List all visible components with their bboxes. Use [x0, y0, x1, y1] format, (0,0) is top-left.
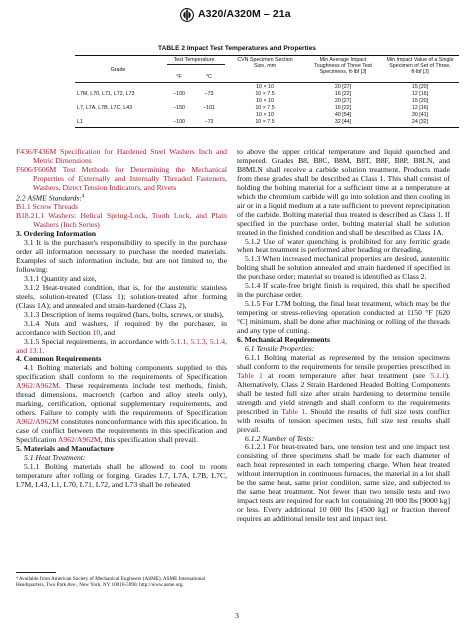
- table-cell-single: 30 [41]: [411, 112, 429, 118]
- para-6-1-2-1: 6.1.2.1 For heat-treated bars, one tension test and one impact test consisting of three specimens shall be made for each diameter of each heat represented in each tempering charge. When heat treated without interruption in continuous furnaces, the material in a lot shall be the same heat, same prior condition, same size, and subjected to the same heat treatment. Not fewer than two tensile tests and two impact tests are required for each lot containing 20 000 lbs [9000 kg] or less. Every additional 10 000 lbs [4500 kg] or fraction thereof requires an additional tensile test and impact test.: [237, 442, 450, 524]
- table-bottom-rule: [75, 127, 459, 128]
- table-cell-size: 10 × 10: [256, 112, 274, 118]
- para-4-1: 4.1 Bolting materials and bolting components supplied to this specification shall conform to the requirements of Specification A962/A962M. These requirements include test methods, finish, thread dimensions, macroetch (carbon and alloy steels only), marking, certification, optional supplementary requirements, and others. Failure to comply with the requirements of Specification A962/A962M constitutes nonconformance with this specification. In case of conflict between the requirements in this specification and Specification A962/A962M, this specification shall prevail.: [16, 363, 227, 445]
- table-cell-temp-c: −73: [204, 119, 214, 125]
- test-temp-sub-rule: [167, 64, 225, 65]
- table-cell-grade: L7M, L70, L71, L72, L73: [77, 91, 135, 97]
- header-min-avg-line1: Min Average Impact: [319, 57, 367, 63]
- asme-b18-21-1: [16, 212, 227, 230]
- header-test-temperature: Test Temperature: [173, 57, 215, 63]
- astm-logo-icon: [180, 8, 194, 22]
- header-cvn-line1: CVN Specimen Section: [237, 57, 293, 63]
- para-5-1: 5.1 Heat Treatment:: [24, 452, 86, 462]
- table-cell-avg: 32 [44]: [334, 119, 352, 125]
- table-cell-single: 12 [16]: [411, 91, 429, 97]
- table-cell-single: 15 [20]: [411, 84, 429, 90]
- table-cell-size: 10 × 10: [256, 84, 274, 90]
- header-min-single-line2: Specimen of Set of Three,: [389, 63, 451, 69]
- table-cell-avg: 20 [27]: [334, 84, 352, 90]
- table-cell-temp-c: −101: [203, 105, 215, 111]
- header-unit-f: °F: [176, 74, 182, 80]
- header-min-avg-line3: Specimens, ft·lbf [J]: [319, 69, 367, 75]
- para-5-1-3: 5.1.3 When increased mechanical properties are desired, austenitic bolting shall be solution annealed and strain hardened if specified in the purchase order; material so treated is identified as Class 2.: [237, 254, 450, 282]
- footnote-divider: [16, 572, 56, 573]
- page-number: 3: [235, 611, 239, 620]
- asme-standards-heading: 2.2 ASME Standards:$^4$: [16, 193, 85, 203]
- footnote-asme: ⁴ Available from American Society of Mechanical Engineers (ASME), ASME International Headquarters, Two Park Ave., New York, NY 10016-5990, http://www.asme.org.: [16, 576, 206, 589]
- table-cell-size: 10 × 10: [256, 98, 274, 104]
- ref-title-f606[interactable]: Test Methods for Determining the Mechanical Properties of Externally and Internally Threaded Fasteners, Washers, Direct Tension Indicators, and Rivets: [33, 164, 227, 192]
- section-5-heading: 5. Materials and Manufacture: [16, 444, 114, 453]
- header-bottom-rule: [75, 82, 459, 83]
- asme-b18-link[interactable]: B18.21.1: [16, 211, 45, 221]
- ref-title-f436[interactable]: Specification for Hardened Steel Washers Inch and Metric Dimensions: [33, 147, 227, 165]
- para-3-1-2: 3.1.2 Heat-treated condition, that is, for the austenitic stainless steels, solution-treated (Class 1); solution-treated after forming (Class 1A); and annealed and strain-hardened (Class 2),: [16, 282, 227, 310]
- table-1-link[interactable]: Table 1: [237, 370, 263, 380]
- section-5-1-1-link[interactable]: 5.1.1: [430, 370, 446, 380]
- a962-link[interactable]: A962/A962M: [57, 435, 101, 445]
- table-cell-temp-f: −150: [173, 105, 185, 111]
- section-3-heading: 3. Ordering Information: [16, 229, 97, 239]
- table-cell-avg: 16 [22]: [334, 91, 352, 97]
- reference-f436: [16, 148, 227, 166]
- ref-link-f606[interactable]: F606/F606M: [16, 164, 57, 174]
- para-3-1-1: 3.1.1 Quantity and size,: [24, 273, 97, 283]
- right-column: [237, 148, 450, 524]
- special-req-links[interactable]: 5.1.1, 5.1.3, 5.1.4, and 13.1.: [16, 336, 227, 355]
- para-6-1-2: 6.1.2 Number of Tests:: [245, 433, 315, 443]
- table-cell-temp-c: −73: [204, 91, 214, 97]
- table-cell-avg: 16 [22]: [334, 105, 352, 111]
- table-cell-avg: 40 [54]: [334, 112, 352, 118]
- table-cell-avg: 20 [27]: [334, 98, 352, 104]
- para-5-1-1: 5.1.1 Bolting materials shall be allowed to cool to room temperature after rolling or forging. Grades L7, L7A, L7B, L7C, L7M, L43, L1, L70, L71, L72, and L73 shall be reheated: [16, 461, 227, 489]
- table-cell-size: 10 × 7.5: [255, 91, 275, 97]
- header-min-avg-line2: Toughness of Three Test: [314, 63, 372, 69]
- table-1-link[interactable]: Table 1: [281, 406, 306, 416]
- table-cell-single: 12 [16]: [411, 105, 429, 111]
- para-3-1-5: 3.1.5 Special requirements, in accordance with 5.1.1, 5.1.3, 5.1.4, and 13.1.: [16, 336, 227, 355]
- table-title: TABLE 2 Impact Test Temperatures and Properties: [158, 45, 316, 52]
- section-10-link[interactable]: 10: [92, 327, 101, 337]
- table-cell-size: 10 × 7.5: [255, 105, 275, 111]
- standard-designation: A320/A320M – 21a: [198, 8, 291, 20]
- para-6-1: 6.1 Tensile Properties:: [245, 343, 315, 353]
- table-cell-temp-f: −100: [173, 91, 185, 97]
- a962-link[interactable]: A962/A962M: [16, 381, 59, 391]
- left-column: [16, 148, 227, 490]
- para-5-1-5: 5.1.5 For L7M bolting, the final heat treatment, which may be the tempering or stress-relieving operation conducted at 1150 °F [620 °C] minimum, shall be done after machining or rolling of the threads and any type of cutting.: [237, 299, 450, 336]
- table-cell-temp-f: −100: [173, 119, 185, 125]
- ref-link-f436[interactable]: F436/F436M: [16, 147, 57, 156]
- header-unit-c: °C: [206, 74, 212, 80]
- table-cell-single: 24 [32]: [411, 119, 429, 125]
- para-5-1-4: 5.1.4 If scale-free bright finish is required, this shall be specified in the purchase order.: [237, 281, 450, 300]
- table-cell-size: 10 × 7.5: [255, 119, 275, 125]
- header-min-single-line3: ft·lbf [J]: [411, 69, 429, 75]
- reference-f606: [16, 166, 227, 193]
- section-6-heading: 6. Mechanical Requirements: [237, 335, 331, 345]
- asme-b18-title[interactable]: Washers: Helical Spring-Lock, Tooth Lock, and Plain Washers (Inch Series): [33, 211, 227, 230]
- table-cell-grade: L1: [77, 119, 83, 125]
- table-cell-grade: L7, L7A, L7B, L7C, L43: [77, 105, 133, 111]
- para-3-1-3: 3.1.3 Description of items required (bars, bolts, screws, or studs),: [24, 309, 224, 319]
- para-5-1-2: 5.1.2 Use of water quenching is prohibited for any ferritic grade when heat treatment is performed after heading or threading.: [237, 236, 450, 255]
- para-3-1-4: 3.1.4 Nuts and washers, if required by the purchaser, in accordance with Section 10, and: [16, 318, 227, 337]
- a962-link[interactable]: A962/A962M: [16, 417, 59, 427]
- header-cvn-line2: Size, mm: [253, 63, 277, 69]
- para-5-1-1-cont: to above the upper critical temperature and liquid quenched and tempered. Grades B8, B8C, B8M, B8T, B8F, B8P, B8LN, and B8MLN shall receive a carbide solution treatment. Products made from these grades shall be described as Class 1. This shall consist of holding the bolting material for a sufficient time at a temperature at which the chromium carbide will go into solution and then cooling in air or in a liquid medium at a rate sufficient to prevent reprecipitation of the carbide. Bolting material thus treated is described as Class 1. If specified in the purchase order, bolting material shall be solution treated in the finished condition and shall be described as Class 1A.: [237, 147, 450, 237]
- para-3-1: 3.1 It is the purchaser's responsibility to specify in the purchase order all information necessary to purchase the needed materials. Examples of such information include, but are not limited to, the following:: [16, 238, 227, 274]
- section-4-heading: 4. Common Requirements: [16, 354, 102, 364]
- table-cell-single: 15 [20]: [411, 98, 429, 104]
- para-6-1-1: 6.1.1 Bolting material as represented by the tension specimens shall conform to the requirements for tensile properties prescribed in Table 1 at room temperature after heat treatment (see 5.1.1). Alternatively, Class 2 Strain Hardened Headed Bolting Components shall be tested full size after strain hardening to determine tensile strength and yield strength and shall conform to the requirements prescribed in Table 1. Should the results of full size tests conflict with results of tension specimen tests, full size test results shall prevail.: [237, 352, 451, 434]
- asme-b1-1[interactable]: B1.1 Screw Threads: [16, 202, 79, 212]
- page-header: [0, 8, 474, 24]
- header-grade: Grade: [110, 67, 126, 73]
- header-min-single-line1: Min Impact Value of a Single: [386, 57, 454, 63]
- table-top-rule: [75, 55, 459, 56]
